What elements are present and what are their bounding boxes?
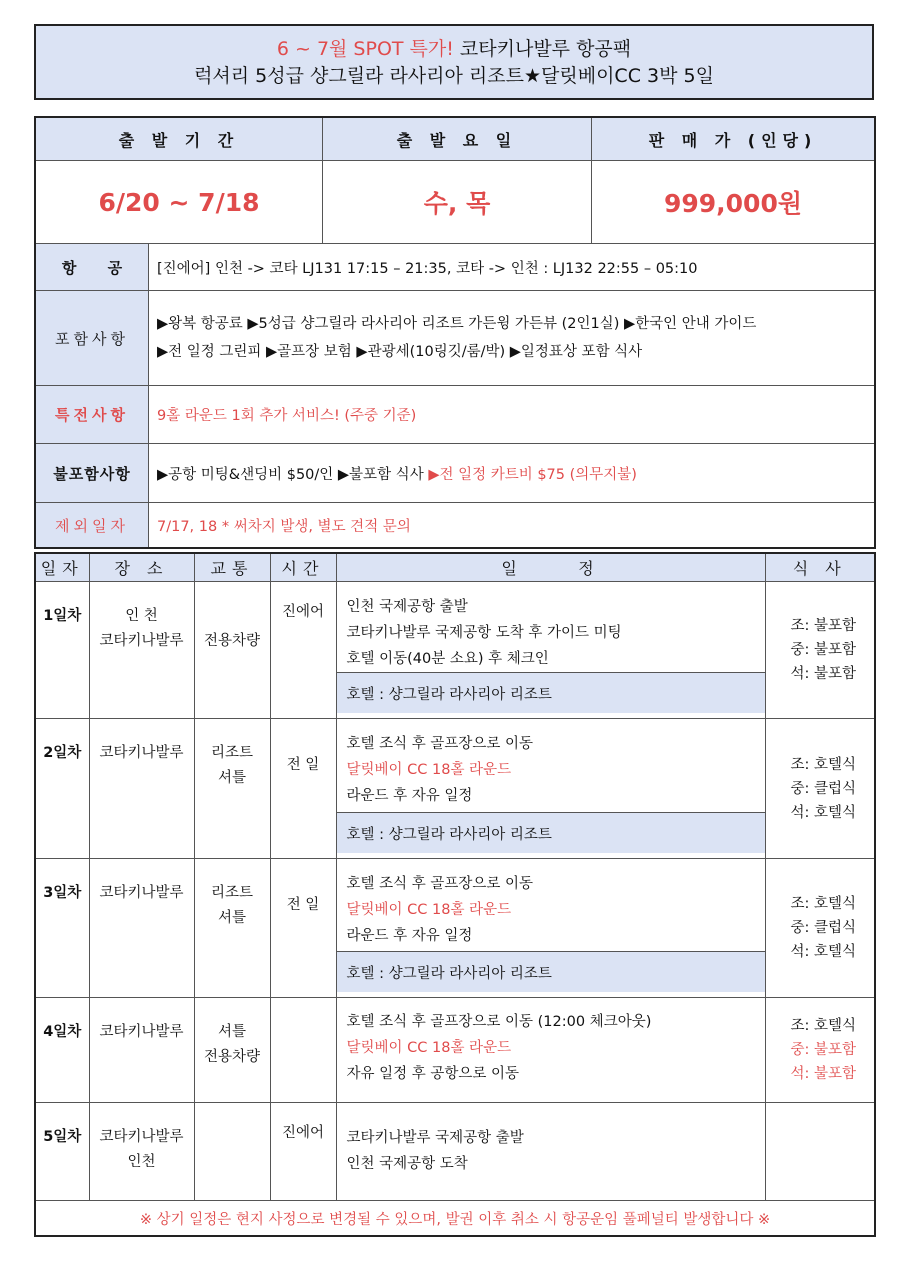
itinerary-cell (336, 582, 765, 719)
info-row-special (36, 386, 874, 444)
transport-cell (194, 998, 270, 1103)
header-meals: 식 사 (765, 553, 875, 582)
meal-lunch: 중: 클럽식 (790, 920, 856, 936)
transport-line: 전용차량 (203, 1049, 261, 1065)
special-label: 특전사항 (36, 386, 149, 443)
itinerary-line: 코타키나발루 국제공항 출발 (346, 1130, 524, 1146)
hotel-line: 호텔 : 샹그릴라 라사리아 리조트 (337, 812, 765, 853)
meal-dinner: 석: 불포함 (790, 1066, 856, 1082)
transport-line: 셔틀 (217, 910, 246, 926)
header-departure-days: 출 발 요 일 (323, 118, 592, 161)
itinerary-line: 인천 국제공항 출발 (346, 599, 468, 615)
excludes-cart-fee: ▶전 일정 카트비 $75 (의무지불) (428, 466, 637, 483)
meal-breakfast: 조: 불포함 (790, 618, 856, 634)
schedule-header-row (35, 553, 875, 582)
title-banner (34, 24, 874, 100)
blackout-text: 7/17, 18 * 써차지 발생, 별도 견적 문의 (157, 518, 411, 535)
itinerary-line: 인천 국제공항 도착 (346, 1156, 468, 1172)
header-time: 시간 (270, 553, 336, 582)
place-line: 인천 (127, 1154, 156, 1170)
meal-lunch: 중: 클럽식 (790, 780, 856, 797)
golf-round-line: 달릿베이 CC 18홀 라운드 (346, 1040, 512, 1056)
itinerary-cell (336, 998, 765, 1103)
header-day: 일자 (35, 553, 89, 582)
itinerary-line: 자유 일정 후 공항으로 이동 (346, 1066, 520, 1082)
header-transport: 교통 (194, 553, 270, 582)
itinerary-line: 라운드 후 자유 일정 (346, 928, 473, 944)
time-cell: 진에어 (270, 1103, 336, 1201)
golf-round-line: 달릿베이 CC 18홀 라운드 (346, 762, 512, 778)
meals-cell (765, 719, 875, 859)
title-package-name: 코타키나발루 항공팩 (453, 38, 632, 60)
place-cell: 코타키나발루 (89, 998, 194, 1103)
title-highlight: 6 ~ 7월 SPOT 특가! (276, 38, 454, 60)
info-row-excludes (36, 444, 874, 503)
price-value: 999,000원 (592, 161, 874, 244)
header-itinerary: 일 정 (336, 553, 765, 582)
itinerary-line: 호텔 조식 후 골프장으로 이동 (346, 736, 534, 752)
golf-round-line: 달릿베이 CC 18홀 라운드 (346, 902, 512, 918)
meal-lunch: 중: 불포함 (790, 1042, 856, 1058)
blackout-label: 제외일자 (36, 503, 149, 547)
meal-dinner: 석: 호텔식 (790, 944, 856, 960)
departure-period-value: 6/20 ~ 7/18 (36, 161, 323, 244)
place-cell (89, 582, 194, 719)
meal-breakfast: 조: 호텔식 (790, 756, 856, 773)
itinerary-line: 코타키나발루 국제공항 도착 후 가이드 미팅 (346, 625, 622, 641)
meal-dinner: 석: 호텔식 (790, 804, 856, 821)
transport-line: 전용차량 (203, 633, 261, 649)
hotel-line: 호텔 : 샹그릴라 라사리아 리조트 (337, 672, 765, 713)
transport-cell (194, 719, 270, 859)
itinerary-cell (336, 719, 765, 859)
summary-table (34, 116, 876, 549)
flight-text: [진에어] 인천 -> 코타 LJ131 17:15 – 21:35, 코타 -> 인천 : LJ132 22:55 – 05:10 (157, 260, 698, 277)
itinerary-line: 라운드 후 자유 일정 (346, 788, 473, 804)
schedule-footer-row (35, 1201, 875, 1237)
header-departure-period: 출 발 기 간 (36, 118, 323, 161)
meal-breakfast: 조: 호텔식 (790, 896, 856, 912)
place-line: 코타키나발루 (99, 633, 184, 649)
place-line: 인 천 (125, 608, 158, 624)
itinerary-cell (336, 859, 765, 998)
time-cell (270, 998, 336, 1103)
day-label: 5일차 (35, 1103, 89, 1201)
title-line-1 (36, 36, 872, 62)
transport-cell (194, 1103, 270, 1201)
day-label: 4일차 (35, 998, 89, 1103)
schedule-row-day1 (35, 582, 875, 719)
schedule-table (34, 552, 876, 1237)
header-price: 판 매 가 (인당) (592, 118, 874, 161)
itinerary-cell (336, 1103, 765, 1201)
meal-breakfast: 조: 호텔식 (790, 1018, 856, 1034)
meal-dinner: 석: 불포함 (790, 666, 856, 682)
includes-line-2: ▶전 일정 그린피 ▶골프장 보험 ▶관광세(10링깃/룸/박) ▶일정표상 포함 식사 (157, 344, 643, 360)
time-cell: 진에어 (270, 582, 336, 719)
day-label: 1일차 (35, 582, 89, 719)
meals-cell (765, 1103, 875, 1201)
excludes-text: ▶공항 미팅&샌딩비 $50/인 ▶불포함 식사 (157, 466, 429, 483)
special-text: 9홀 라운드 1회 추가 서비스! (주중 기준) (157, 408, 417, 424)
itinerary-line: 호텔 이동(40분 소요) 후 체크인 (346, 651, 549, 667)
transport-line: 리조트 (210, 745, 254, 761)
place-cell: 코타키나발루 (89, 719, 194, 859)
itinerary-line: 호텔 조식 후 골프장으로 이동 (346, 876, 534, 892)
schedule-row-day4 (35, 998, 875, 1103)
meals-cell (765, 582, 875, 719)
title-line-2: 럭셔리 5성급 샹그릴라 라사리아 리조트★달릿베이CC 3박 5일 (194, 65, 714, 87)
transport-line: 리조트 (210, 885, 254, 901)
day-label: 3일차 (35, 859, 89, 998)
meals-cell (765, 998, 875, 1103)
place-cell: 코타키나발루 (89, 859, 194, 998)
meals-cell (765, 859, 875, 998)
place-line: 코타키나발루 (99, 1129, 184, 1145)
schedule-row-day5 (35, 1103, 875, 1201)
includes-label: 포함사항 (36, 291, 149, 385)
schedule-row-day3 (35, 859, 875, 998)
includes-line-1: ▶왕복 항공료 ▶5성급 샹그릴라 라사리아 리조트 가든윙 가든뷰 (2인1실) ▶한국인 안내 가이드 (157, 316, 757, 332)
hotel-line: 호텔 : 샹그릴라 라사리아 리조트 (337, 951, 765, 992)
time-cell: 전 일 (270, 859, 336, 998)
meal-lunch: 중: 불포함 (790, 642, 856, 658)
schedule-row-day2 (35, 719, 875, 859)
disclaimer-note: ※ 상기 일정은 현지 사정으로 변경될 수 있으며, 발권 이후 취소 시 항공운임 풀페널티 발생합니다 ※ (35, 1201, 875, 1237)
place-cell (89, 1103, 194, 1201)
header-place: 장 소 (89, 553, 194, 582)
itinerary-line: 호텔 조식 후 골프장으로 이동 (12:00 체크아웃) (346, 1014, 652, 1030)
transport-line: 셔틀 (217, 770, 246, 786)
info-row-flight (36, 244, 874, 291)
day-label: 2일차 (35, 719, 89, 859)
time-cell: 전 일 (270, 719, 336, 859)
info-row-includes (36, 291, 874, 386)
departure-days-value: 수, 목 (323, 161, 592, 244)
info-row-blackout (36, 503, 874, 547)
transport-cell (194, 859, 270, 998)
excludes-label: 불포함사항 (36, 444, 149, 502)
transport-line (195, 604, 270, 629)
flight-label: 항 공 (36, 244, 149, 290)
transport-cell (194, 582, 270, 719)
transport-line: 셔틀 (217, 1024, 246, 1040)
